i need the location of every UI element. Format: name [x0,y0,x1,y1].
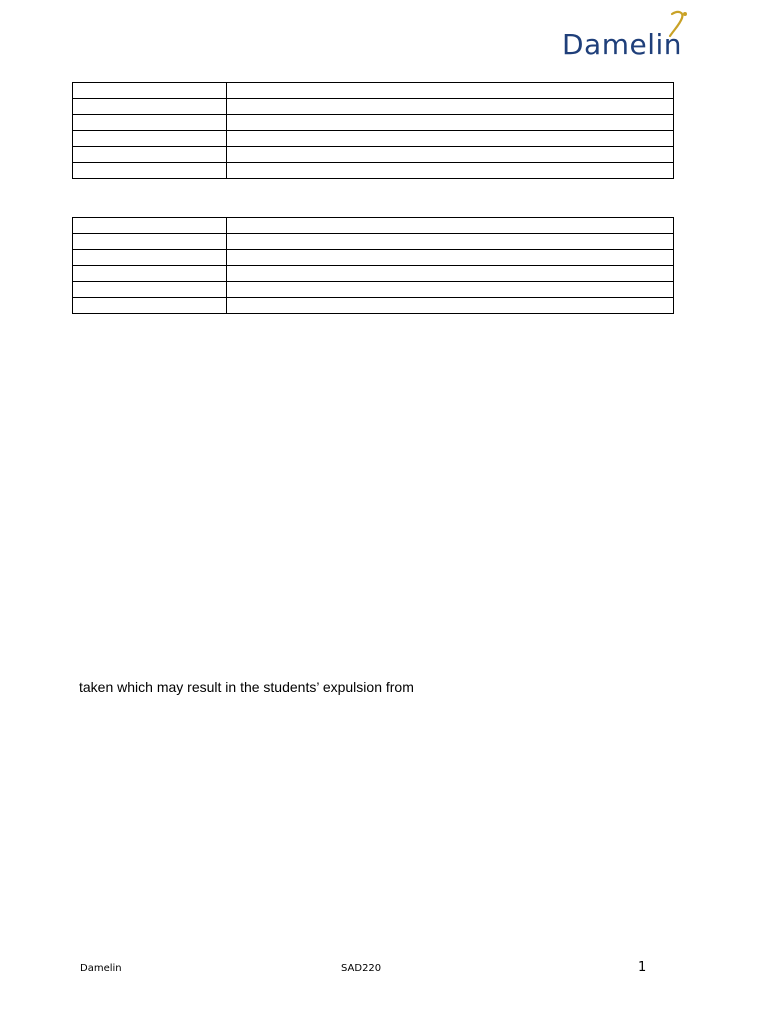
table-row [73,234,674,250]
info-table-1 [72,82,674,179]
table-cell [227,163,674,179]
table-row [73,282,674,298]
table-cell [227,266,674,282]
table-cell [73,83,227,99]
table-cell [73,99,227,115]
table-cell [73,147,227,163]
table-cell [73,131,227,147]
damelin-logo [562,8,712,60]
table-cell [227,99,674,115]
page-number: 1 [638,960,647,975]
table-row [73,250,674,266]
table-row [73,99,674,115]
footer-course-code: SAD220 [341,963,382,974]
table-row [73,218,674,234]
footer-institution: Damelin [80,963,122,974]
table-cell [73,266,227,282]
table-cell [227,250,674,266]
table-row [73,147,674,163]
table-row [73,298,674,314]
table-cell [227,115,674,131]
info-table-2 [72,217,674,314]
table-cell [227,147,674,163]
table-cell [73,163,227,179]
table-cell [227,83,674,99]
table-cell [73,234,227,250]
table-cell [227,234,674,250]
table-cell [227,218,674,234]
body-paragraph: taken which may result in the students’ expulsion from [79,679,414,695]
table-row [73,131,674,147]
table-cell [73,282,227,298]
table-row [73,266,674,282]
table-cell [73,218,227,234]
logo-wordmark: Damelin [562,28,683,61]
table-cell [227,298,674,314]
table-cell [73,298,227,314]
table-cell [73,115,227,131]
table-row [73,115,674,131]
table-row [73,83,674,99]
table-cell [73,250,227,266]
table-cell [227,282,674,298]
table-cell [227,131,674,147]
table-row [73,163,674,179]
